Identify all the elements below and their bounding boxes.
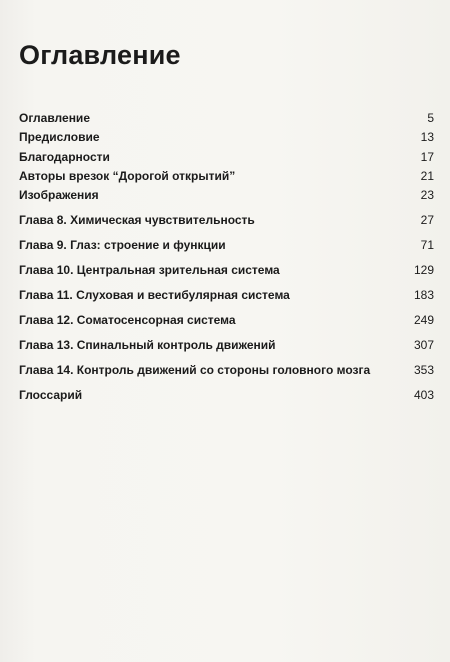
toc-entry-title: Глава 11. Слуховая и вестибулярная система [19,288,290,302]
toc-row [19,212,434,228]
toc-entry-page: 23 [420,188,434,202]
toc-entry-title: Глава 8. Химическая чувствительность [19,213,255,227]
toc-entry-page: 353 [413,363,434,377]
toc-row [19,168,434,184]
toc-row [19,129,434,145]
toc-entry-page: 5 [427,111,434,125]
toc-entry-title: Глоссарий [19,388,83,402]
toc-entry-title: Глава 13. Спинальный контроль движений [19,338,276,352]
toc-entry-page: 403 [413,388,434,402]
toc-row [19,149,434,165]
table-of-contents [19,0,434,662]
toc-entry-title: Авторы врезок “Дорогой открытий” [19,169,236,183]
toc-row [19,287,434,303]
toc-entry-page: 183 [413,288,434,302]
toc-entry-page: 17 [420,150,434,164]
toc-entry-page: 13 [420,130,434,144]
toc-row [19,312,434,328]
toc-entry-page: 27 [420,213,434,227]
toc-entry-page: 71 [420,238,434,252]
toc-row [19,262,434,278]
toc-entry-page: 307 [413,338,434,352]
toc-entry-title: Предисловие [19,130,100,144]
toc-entry-title: Благодарности [19,150,110,164]
toc-row [19,237,434,253]
page-title: Оглавление [19,40,181,70]
toc-entry-title: Глава 14. Контроль движений со стороны головного мозга [19,363,371,377]
toc-row [19,110,434,126]
toc-entry-title: Глава 9. Глаз: строение и функции [19,238,226,252]
toc-entry-title: Изображения [19,188,99,202]
toc-entry-title: Глава 10. Центральная зрительная система [19,263,280,277]
toc-row [19,187,434,203]
toc-row [19,362,434,378]
toc-entry-title: Оглавление [19,111,90,125]
toc-entry-title: Глава 12. Соматосенсорная система [19,313,236,327]
toc-row [19,387,434,403]
toc-entry-page: 129 [413,263,434,277]
toc-entry-page: 21 [420,169,434,183]
toc-entry-page: 249 [413,313,434,327]
toc-row [19,337,434,353]
